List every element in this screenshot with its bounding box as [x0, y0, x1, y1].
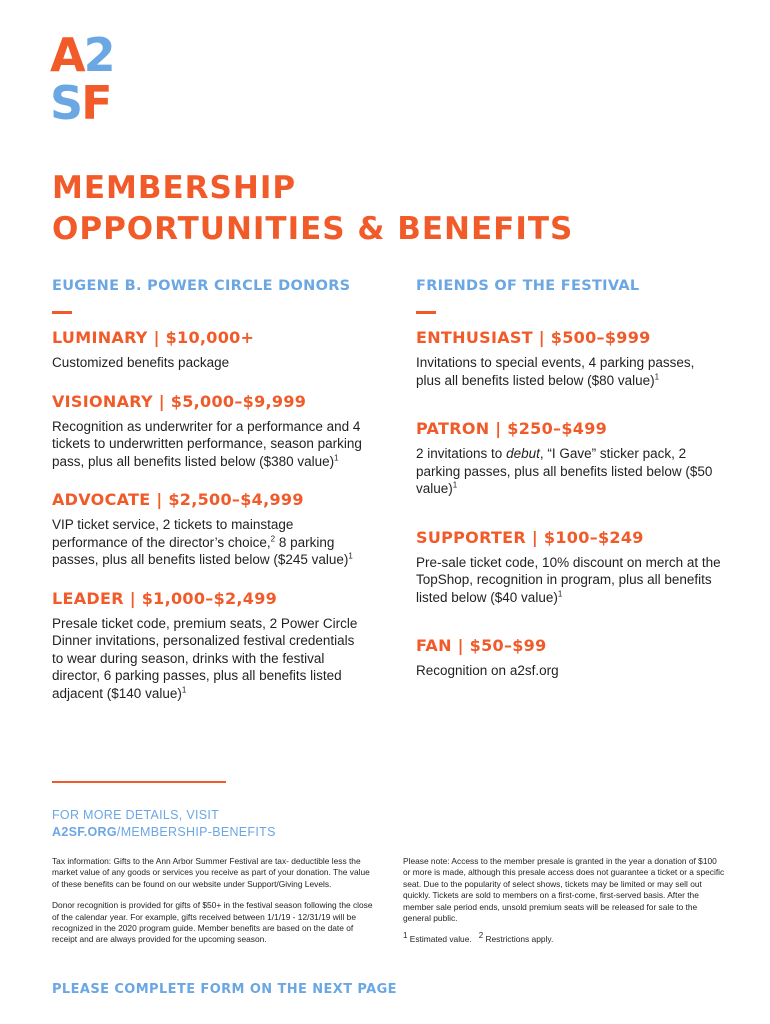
- fine-print-right: [403, 856, 725, 956]
- logo-letter: A: [50, 28, 84, 82]
- heading-divider: [52, 311, 72, 314]
- power-circle-column: [52, 278, 362, 722]
- tier-title: ENTHUSIAST | $500–$999: [416, 328, 651, 347]
- column-heading: FRIENDS OF THE FESTIVAL: [416, 278, 640, 294]
- tier-advocate: [52, 490, 362, 569]
- tier-supporter: [416, 528, 721, 607]
- friends-column: [416, 278, 721, 700]
- donor-recognition: Donor recognition is provided for gifts of $50+ in the festival season following the close of the calendar year. For example, gifts received between 1/1/19 - 12/31/19 will be recognized in the 2020 program guide. Member benefits are based on the date of receipt and are always provided for the upcoming season.: [52, 900, 373, 945]
- tier-description: Presale ticket code, premium seats, 2 Power Circle Dinner invitations, personalized festival credentials to wear during season, drinks with the festival director, 6 parking passes, plus all benefits listed adjacent ($140 value)$^1$: [52, 615, 358, 701]
- logo-letter: S: [50, 76, 82, 130]
- tier-description: 2 invitations to debut, “I Gave” sticker pack, 2 parking passes, plus all benefits listed below ($50 value)$^1$: [416, 446, 713, 496]
- tier-title: VISIONARY | $5,000–$9,999: [52, 391, 307, 411]
- tier-patron: [416, 419, 721, 498]
- tier-description: Recognition on a2sf.org: [416, 663, 559, 678]
- details-callout: [52, 807, 276, 841]
- fine-print-left: [52, 856, 378, 956]
- tier-description: Recognition as underwriter for a performance and 4 tickets to underwritten performance, season parking pass, plus all benefits listed below ($380 value)$^1$: [52, 418, 362, 469]
- page-title-line1: MEMBERSHIP: [52, 170, 297, 206]
- tier-title: PATRON | $250–$499: [416, 419, 608, 438]
- a2sf-logo: [50, 28, 114, 130]
- tier-leader: [52, 589, 362, 703]
- column-heading: EUGENE B. POWER CIRCLE DONORS: [52, 278, 351, 294]
- tax-information: Tax information: Gifts to the Ann Arbor Summer Festival are tax- deductible less the market value of any goods or services you receive as part of your donation. The value of these benefits can be found on our website under Support/Giving Levels.: [52, 856, 370, 889]
- footnote-marker: 1: [348, 551, 353, 561]
- page-title: [52, 168, 573, 250]
- footnote-marker: 1: [557, 589, 563, 598]
- tier-description: Customized benefits package: [52, 355, 230, 370]
- footnote-marker: 2: [270, 534, 276, 543]
- tier-visionary: [52, 392, 362, 471]
- footnote-marker: 1: [452, 480, 458, 490]
- heading-divider: [416, 311, 436, 314]
- tier-title: SUPPORTER | $100–$249: [416, 527, 644, 547]
- footnotes: $^1$ Estimated value. $^2$ Restrictions apply.: [403, 931, 554, 945]
- footnote-marker: 1: [654, 372, 660, 381]
- membership-benefits-link[interactable]: A2SF.ORG/MEMBERSHIP-BENEFITS: [52, 825, 276, 839]
- presale-note: Please note: Access to the member presale is granted in the year a donation of $100 or more is made, although this presale access does not guarantee a ticket or a specific seat. Due to the popularity of select shows, tickets may be limited or may sell out quickly. Tickets are sold to members on a first-come, first-served basis. After the member sale period ends, unsold premium seats will be released for sale to the general public.: [403, 856, 725, 924]
- tier-title: ADVOCATE | $2,500–$4,999: [52, 490, 304, 509]
- next-page-notice: PLEASE COMPLETE FORM ON THE NEXT PAGE: [52, 982, 397, 997]
- footnote-marker: 1: [334, 453, 339, 462]
- tier-luminary: [52, 328, 362, 372]
- tier-fan: [416, 636, 721, 680]
- tier-title: FAN | $50–$99: [416, 636, 547, 655]
- footnote-marker: 1: [181, 685, 187, 694]
- logo-letter: 2: [83, 28, 114, 82]
- tier-title: LEADER | $1,000–$2,499: [52, 588, 278, 608]
- tier-enthusiast: [416, 328, 721, 389]
- page-title-line2: OPPORTUNITIES & BENEFITS: [52, 211, 574, 247]
- tier-description: Invitations to special events, 4 parking passes, plus all benefits listed below ($80 value)$^1$: [416, 355, 695, 388]
- details-label: FOR MORE DETAILS, VISIT: [52, 808, 220, 822]
- tier-description: Pre-sale ticket code, 10% discount on merch at the TopShop, recognition in program, plus all benefits listed below ($40 value)$^1$: [416, 554, 721, 605]
- tier-title: LUMINARY | $10,000+: [52, 328, 255, 347]
- tier-description: VIP ticket service, 2 tickets to mainstage performance of the director’s choice,$^2$ 8 parking passes, plus all benefits listed below ($245 value)$^1$: [52, 517, 353, 567]
- section-divider: [52, 781, 226, 783]
- logo-letter: F: [81, 76, 111, 130]
